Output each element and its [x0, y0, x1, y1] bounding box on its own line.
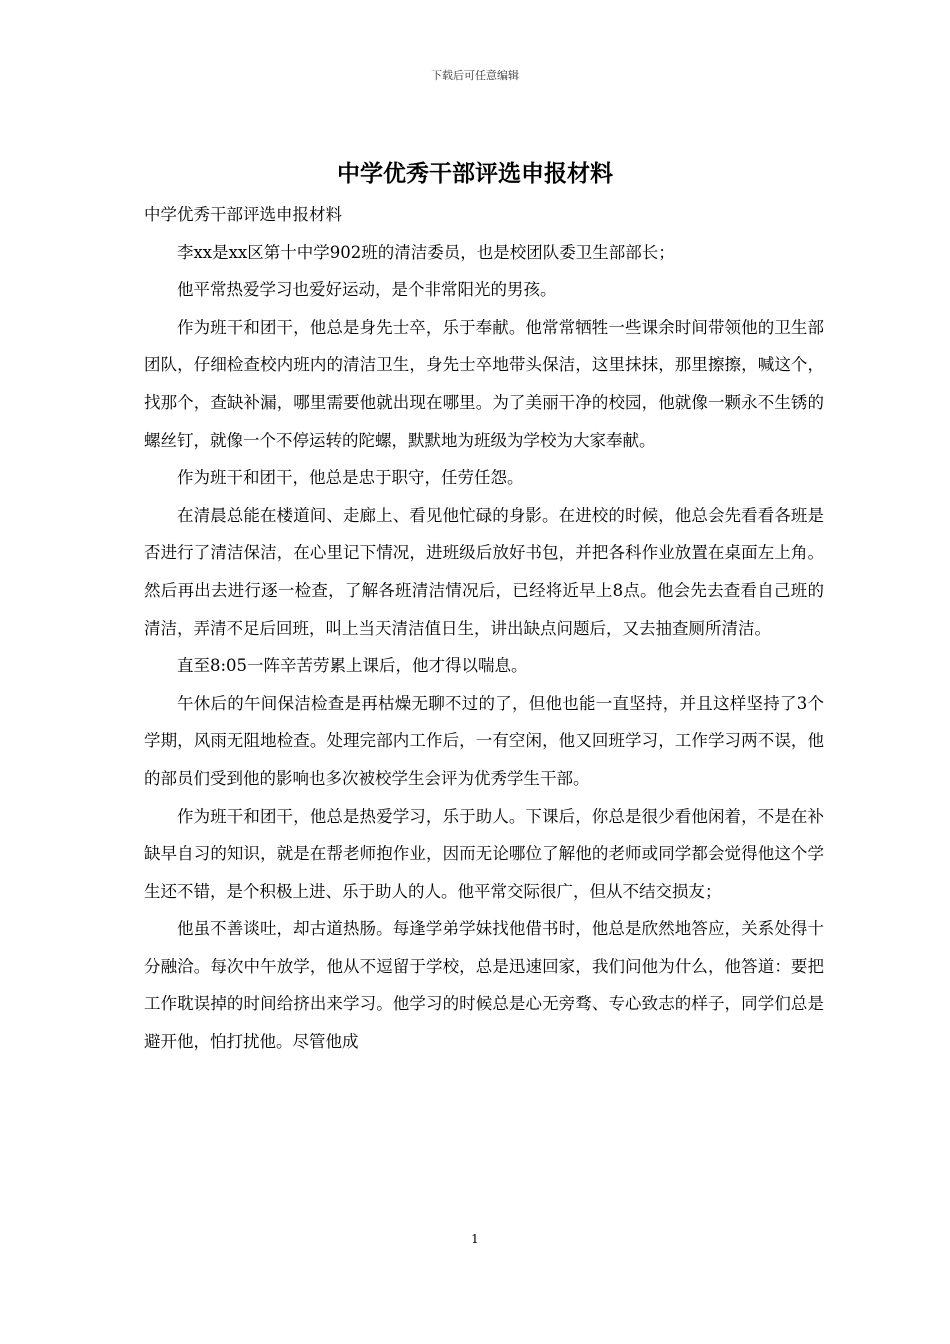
paragraph: 他平常热爱学习也爱好运动，是个非常阳光的男孩。	[177, 280, 557, 300]
subtitle-paragraph: 中学优秀干部评选申报材料	[144, 205, 342, 224]
paragraph: 作为班干和团干，他总是忠于职守，任劳任怨。	[177, 468, 524, 488]
paragraph: 他虽不善谈吐，却古道热肠。每逢学弟学妹找他借书时，他总是欣然地答应，关系处得十分融洽。每次中午放学，他从不逗留于学校，总是迅速回家，我们问他为什么，他答道：要把工作耽误掉的时间给挤出来学习。他学习的时候总是心无旁骛、专心致志的样子，同学们总是避开他，怕打扰他。尽管他成	[144, 919, 824, 1052]
paragraph: 直至8:05一阵辛苦劳累上课后，他才得以喘息。	[177, 656, 528, 676]
page-number: 1	[471, 1232, 479, 1246]
document-title: 中学优秀干部评选申报材料	[337, 161, 613, 187]
paragraph: 作为班干和团干，他总是身先士卒，乐于奉献。他常常牺牲一些课余时间带领他的卫生部团队，仔细检查校内班内的清洁卫生，身先士卒地带头保洁，这里抹抹，那里擦擦，喊这个，找那个，查缺补漏，哪里需要他就出现在哪里。为了美丽干净的校园，他就像一颗永不生锈的螺丝钉，就像一个不停运转的陀螺，默默地为班级为学校为大家奉献。	[144, 317, 824, 450]
paragraph: 李xx是xx区第十中学902班的清洁委员，也是校团队委卫生部部长；	[177, 242, 675, 262]
document-body	[144, 196, 824, 1061]
paragraph: 作为班干和团干，他总是热爱学习，乐于助人。下课后，你总是很少看他闲着，不是在补缺早自习的知识，就是在帮老师抱作业，因而无论哪位了解他的老师或同学都会觉得他这个学生还不错，是个积极上进、乐于助人的人。他平常交际很广，但从不结交损友；	[144, 806, 824, 901]
paragraph: 午休后的午间保洁检查是再枯燥无聊不过的了，但他也能一直坚持，并且这样坚持了3个学期，风雨无阻地检查。处理完部内工作后，一有空闲，他又回班学习，工作学习两不误，他的部员们受到他的影响也多次被校学生会评为优秀学生干部。	[144, 693, 824, 788]
paragraph: 在清晨总能在楼道间、走廊上、看见他忙碌的身影。在进校的时候，他总会先看看各班是否进行了清洁保洁，在心里记下情况，进班级后放好书包，并把各科作业放置在桌面左上角。然后再出去进行逐一检查，了解各班清洁情况后，已经将近早上8点。他会先去查看自己班的清洁，弄清不足后回班，叫上当天清洁值日生，讲出缺点问题后，又去抽查厕所清洁。	[144, 505, 824, 638]
page-header: 下载后可任意编辑	[431, 69, 519, 82]
